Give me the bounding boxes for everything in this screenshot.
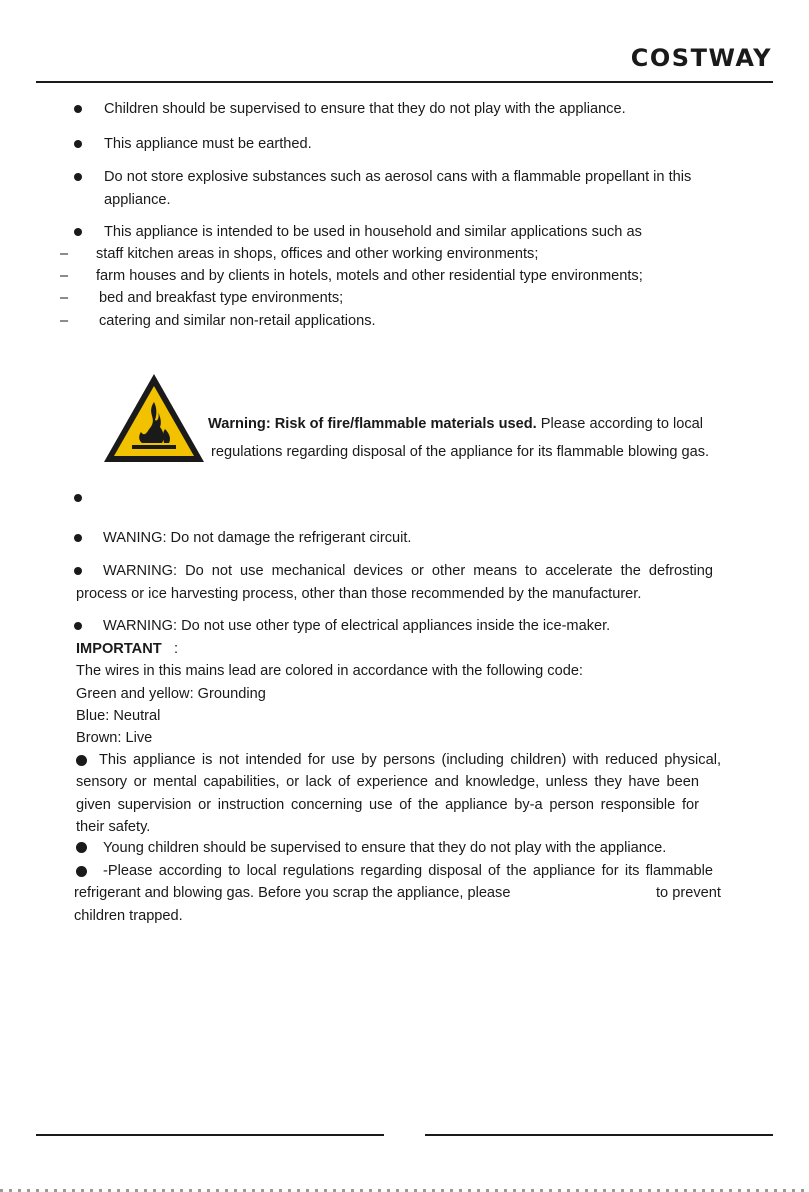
bullet-text-4: This appliance is intended to be used in household and similar applications such as (104, 224, 642, 240)
disposal-line-3: children trapped. (74, 908, 183, 924)
capabilities-line-1: This appliance is not intended for use by persons (including children) with reduced physical, (99, 752, 721, 768)
warning-line-1 (208, 415, 703, 433)
bullet-dot (74, 534, 82, 542)
header-rule (36, 81, 773, 83)
disposal-line-2-end: to prevent (656, 885, 721, 901)
bullet-dot (74, 494, 82, 502)
bullet-dot (76, 866, 87, 877)
bullet-text-3: Do not store explosive substances such as aerosol cans with a flammable propellant in this (104, 169, 692, 185)
dash-marker: – (60, 290, 69, 306)
wire-brown: Brown: Live (76, 730, 153, 746)
disposal-line-1: -Please according to local regulations regarding disposal of the appliance for its flammable (103, 863, 713, 879)
dash-marker: – (60, 313, 69, 329)
wires-intro: The wires in this mains lead are colored in accordance with the following code: (76, 663, 583, 679)
wire-green-yellow: Green and yellow: Grounding (76, 686, 266, 702)
warning-refrigerant: WANING: Do not damage the refrigerant circuit. (103, 530, 412, 546)
bullet-dot (74, 228, 82, 236)
flammable-warning-icon (102, 372, 206, 464)
bullet-dot (76, 755, 87, 766)
wire-blue: Blue: Neutral (76, 708, 161, 724)
dash-marker: – (60, 268, 69, 284)
dash-item-2: farm houses and by clients in hotels, motels and other residential type environments; (96, 268, 643, 284)
bullet-text-1: Children should be supervised to ensure that they do not play with the appliance. (104, 101, 626, 117)
footer-rule-right (425, 1134, 773, 1136)
warning-line-2: regulations regarding disposal of the appliance for its flammable blowing gas. (211, 444, 710, 460)
bullet-dot (74, 140, 82, 148)
important-label: IMPORTANT (76, 641, 162, 657)
bullet-dot (76, 842, 87, 853)
dash-item-1: staff kitchen areas in shops, offices and other working environments; (96, 246, 539, 262)
footer-rule-left (36, 1134, 384, 1136)
young-children-text: Young children should be supervised to ensure that they do not play with the appliance. (103, 840, 667, 856)
bullet-dot (74, 567, 82, 575)
brand-logo: COSTWAY (630, 44, 772, 72)
bullet-dot (74, 105, 82, 113)
warning-defrost-line-2: process or ice harvesting process, other than those recommended by the manufacturer. (76, 586, 642, 602)
bullet-dot (74, 173, 82, 181)
bullet-text-3-cont: appliance. (104, 192, 171, 208)
warning-defrost-line-1: WARNING: Do not use mechanical devices or other means to accelerate the defrosting (103, 563, 713, 579)
warning-heading: Warning: Risk of fire/flammable materials used. (208, 416, 537, 432)
dash-item-3: bed and breakfast type environments; (99, 290, 344, 306)
dash-marker: – (60, 246, 69, 262)
capabilities-line-2: sensory or mental capabilities, or lack of experience and knowledge, unless they have been (76, 774, 699, 790)
disposal-line-2: refrigerant and blowing gas. Before you scrap the appliance, please (74, 885, 511, 901)
warning-text: Please according to local (540, 416, 704, 432)
dash-item-4: catering and similar non-retail applications. (99, 313, 376, 329)
capabilities-line-4: their safety. (76, 819, 151, 835)
warning-electrical: WARNING: Do not use other type of electrical appliances inside the ice-maker. (103, 618, 611, 634)
important-colon: : (174, 641, 179, 657)
bullet-text-2: This appliance must be earthed. (104, 136, 312, 152)
capabilities-line-3: given supervision or instruction concerning use of the appliance by-a person responsible for (76, 797, 699, 813)
bullet-dot (74, 622, 82, 630)
